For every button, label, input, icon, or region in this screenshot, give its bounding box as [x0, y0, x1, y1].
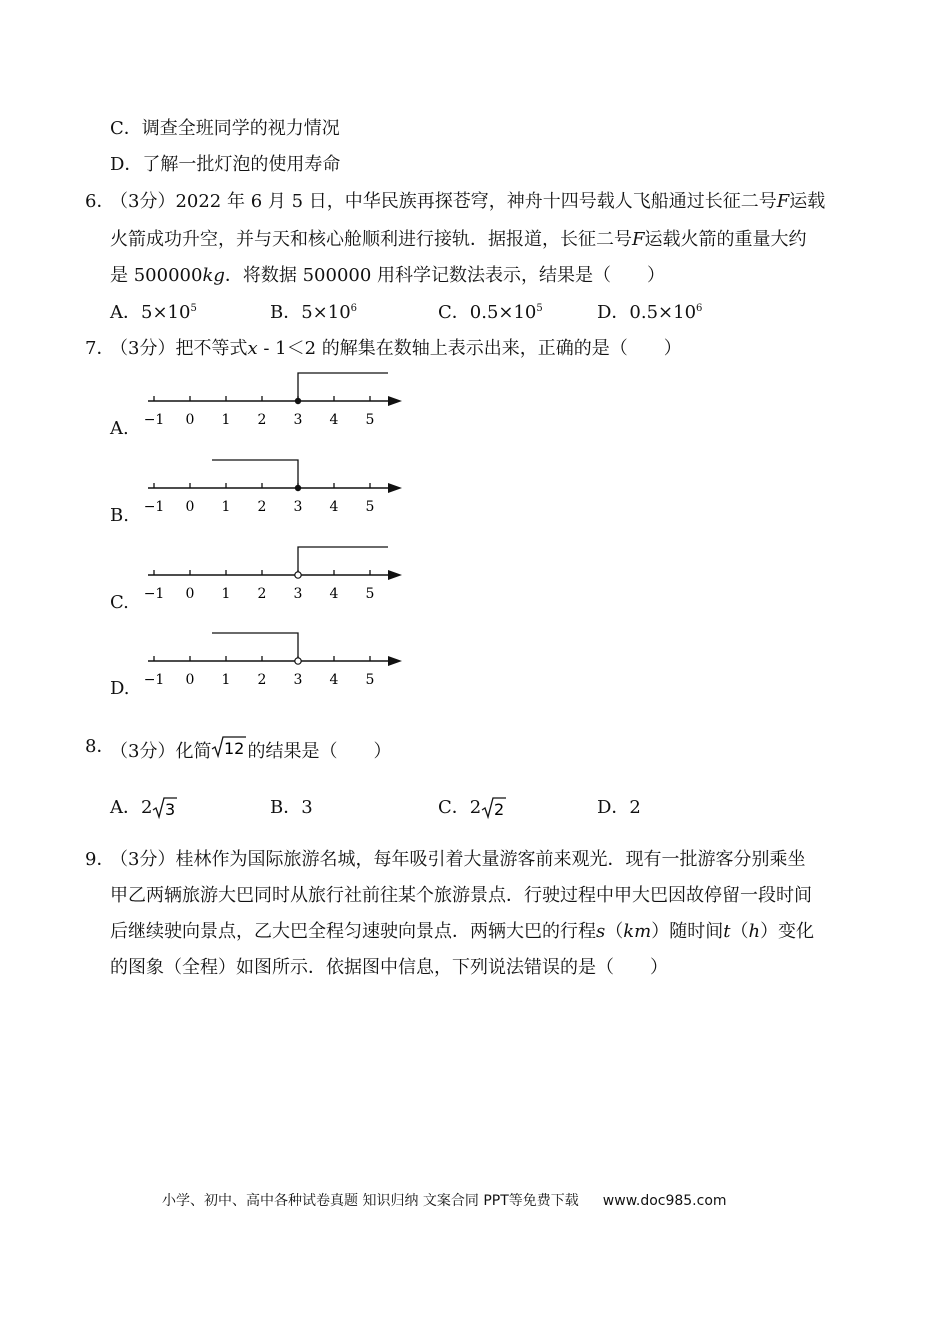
q8-options: [110, 796, 810, 820]
tick-label: 2: [257, 672, 267, 688]
axis-arrow-icon: [388, 656, 402, 666]
sqrt-12: [211, 735, 247, 766]
tick-label: −1: [144, 586, 165, 602]
filled-point: [295, 485, 301, 491]
q7-number: 7．: [85, 338, 115, 359]
number-line-c-svg: [144, 542, 424, 612]
tick-label: 2: [257, 586, 267, 602]
page-footer: [162, 1190, 727, 1210]
tick-label: 0: [185, 499, 195, 515]
q6-number: 6．: [85, 191, 115, 212]
q7-stem: （3分）把不等式x - 1＜2 的解集在数轴上表示出来，正确的是（ ）: [110, 338, 682, 359]
q7-option-d-label: D.: [110, 678, 130, 699]
tick-label: 3: [293, 412, 303, 428]
q9-line1: （3分）桂林作为国际旅游名城，每年吸引着大量游客前来观光．现有一批游客分别乘坐: [110, 849, 806, 870]
q6-line1: （3分）2022 年 6 月 5 日，中华民族再探苍穹，神舟十四号载人飞船通过长征二号F运载: [110, 191, 826, 212]
radical-sign: [211, 735, 247, 759]
tick-label: −1: [144, 499, 165, 515]
tick-label: 3: [293, 499, 303, 515]
tick-label: 3: [293, 586, 303, 602]
radical-sign: [152, 796, 178, 820]
tick-label: −1: [144, 412, 165, 428]
footer-url: www.doc985.com: [602, 1193, 727, 1209]
q8-option-a: A．2 3: [110, 796, 152, 820]
q8-option-b: B．3: [270, 797, 313, 818]
axis-arrow-icon: [388, 396, 402, 406]
solution-ray: [298, 547, 388, 575]
number-line-a-svg: [144, 368, 424, 438]
option-c-prev: C．调查全班同学的视力情况: [110, 118, 340, 139]
tick-label: 5: [365, 586, 375, 602]
filled-point: [295, 398, 301, 404]
tick-label: 0: [185, 412, 195, 428]
axis-arrow-icon: [388, 570, 402, 580]
q6-line2: 火箭成功升空，并与天和核心舱顺利进行接轨．据报道，长征二号F运载火箭的重量大约: [110, 229, 807, 250]
tick-label: 4: [329, 672, 339, 688]
radicand: 3: [165, 800, 176, 819]
q6-option-a: A．$5\times 10^5$: [110, 302, 197, 323]
q7-option-b-label: B.: [110, 505, 129, 526]
q7-option-a-label: A.: [110, 418, 129, 439]
radicand: 12: [224, 739, 245, 758]
sqrt-3: [152, 796, 178, 827]
q7-option-c-label: C.: [110, 592, 129, 613]
tick-label: 4: [329, 412, 339, 428]
hollow-point: [295, 572, 301, 578]
q8-number: 8．: [85, 736, 115, 757]
solution-ray: [212, 460, 298, 488]
sqrt-2: [481, 796, 507, 827]
q9-line4: 的图象（全程）如图所示．依据图中信息，下列说法错误的是（ ）: [110, 957, 668, 978]
q6-line3: 是 500000kg．将数据 500000 用科学记数法表示，结果是（ ）: [110, 265, 666, 286]
q9-number: 9．: [85, 849, 115, 870]
q8-option-d: D．2: [597, 797, 641, 818]
tick-label: 5: [365, 672, 375, 688]
tick-label: 1: [221, 586, 231, 602]
tick-label: 4: [329, 499, 339, 515]
tick-label: 0: [185, 586, 195, 602]
tick-label: 1: [221, 499, 231, 515]
tick-label: 3: [293, 672, 303, 688]
footer-text: 小学、初中、高中各种试卷真题 知识归纳 文案合同 PPT等免费下载: [162, 1193, 579, 1209]
number-line-b-svg: [144, 455, 424, 525]
radicand: 2: [494, 800, 505, 819]
option-d-prev: D．了解一批灯泡的使用寿命: [110, 154, 341, 175]
q6-option-c: C．$0.5\times 10^5$: [438, 302, 543, 323]
radical-sign: [481, 796, 507, 820]
q6-options: [110, 301, 810, 325]
solution-ray: [298, 373, 388, 401]
q8-option-c: C．2 2: [438, 796, 481, 820]
solution-ray: [212, 633, 298, 661]
axis-arrow-icon: [388, 483, 402, 493]
q9-line3: 后继续驶向景点，乙大巴全程匀速驶向景点．两辆大巴的行程s（km）随时间t（h）变化: [110, 921, 815, 942]
q6-option-d: D．$0.5\times 10^6$: [597, 302, 703, 323]
tick-label: 0: [185, 672, 195, 688]
tick-label: 4: [329, 586, 339, 602]
tick-label: −1: [144, 672, 165, 688]
tick-label: 2: [257, 499, 267, 515]
tick-label: 1: [221, 672, 231, 688]
q6-option-b: B．$5\times 10^6$: [270, 302, 358, 323]
tick-label: 1: [221, 412, 231, 428]
number-line-d-svg: [144, 628, 424, 698]
hollow-point: [295, 658, 301, 664]
q9-line2: 甲乙两辆旅游大巴同时从旅行社前往某个旅游景点．行驶过程中甲大巴因故停留一段时间: [110, 885, 812, 906]
q8-stem: （3分）化简 12 的结果是（ ）: [110, 735, 391, 766]
tick-label: 5: [365, 412, 375, 428]
tick-label: 2: [257, 412, 267, 428]
tick-label: 5: [365, 499, 375, 515]
